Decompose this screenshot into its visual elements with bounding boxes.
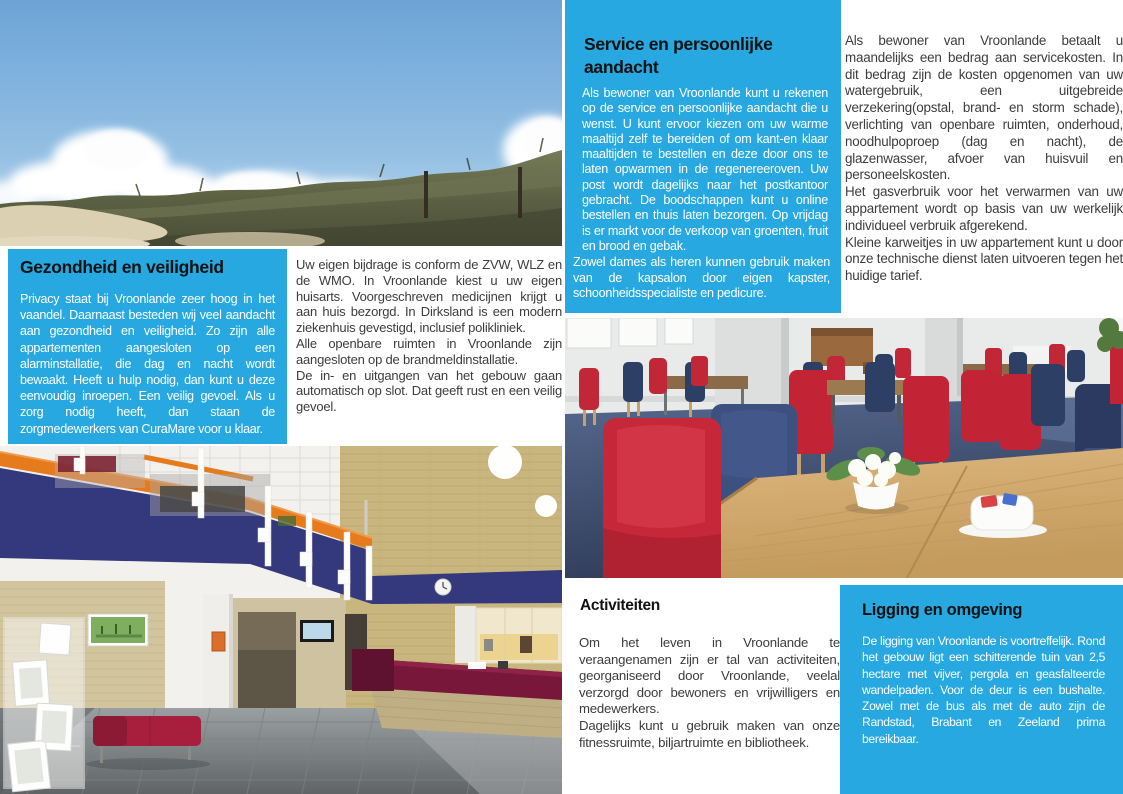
section-service [565, 0, 841, 313]
display-case [4, 618, 84, 792]
foreground-red-chair [603, 418, 721, 578]
wall-clock [435, 579, 451, 595]
white-pillar [203, 594, 233, 728]
gezondheid-paragraph: Privacy staat bij Vroonlande zeer hoog in het vaandel. Daarnaast besteden wij veel aandacht aan gezondheid en veiligheid. Zo zijn alle appartementen aangesloten op een alarminstallatie, die dag en nacht wordt bewaakt. Heeft u hulp nodig, dan kunt u deze eenvoudig inroepen. Een veilig gevoel. Als u zorg nodig heeft, dan staan de zorgmedewerkers van CuraMare voor u klaar. [20, 292, 275, 436]
lobby-photo [0, 446, 562, 794]
servicekosten-paragraph: Kleine karweitjes in uw appartement kunt u door onze technische dienst laten uitvoeren tegen het huidige tarief. [845, 234, 1123, 284]
section-ligging [840, 585, 1123, 794]
section-gezondheid [8, 249, 287, 444]
bijdrage-paragraph: Alle openbare ruimten in Vroonlande zijn aangesloten op de brandmeldinstallatie. [296, 335, 562, 367]
framed-painting [88, 614, 148, 646]
windows [567, 318, 693, 348]
ligging-title: Ligging en omgeving [862, 601, 1023, 619]
service-title: Service en persoonlijke aandacht [584, 34, 773, 77]
bijdrage-paragraph: De in- en uitgangen van het gebouw gaan automatisch op slot. Dat geeft rust en een veilig gevoel. [296, 367, 562, 415]
service-paragraph: Zowel dames als heren kunnen gebruik maken van de kapsalon door eigen kapster, schoonheidsspecialiste en pedicure. [573, 255, 830, 300]
activiteiten-paragraph: Om het leven in Vroonlande te veraangenamen zijn er tal van activiteiten, georganiseerd door Vroonlande, veelal verzorgd door bewoners en vrijwilligers en medewerkers. [579, 635, 840, 717]
service-paragraph: Als bewoner van Vroonlande kunt u rekenen op de service en persoonlijke aandacht die u wenst. U kunt ervoor kiezen om uw warme maaltijd zelf te bereiden of om kant-en klaar maaltijden te bestellen en deze door ons te laten opwarmen in de regenereeroven. Uw post wordt dagelijks naar het postkantoor gebracht. De boodschappen kunt u online bestellen en thuis laten bezorgen. Op vrijdag is er markt voor de verkoop van groenten, fruit en brood en gebak. [582, 86, 828, 253]
red-bench [86, 716, 210, 770]
bijdrage-paragraph: Uw eigen bijdrage is conform de ZVW, WLZ en de WMO. In Vroonlande kiest u uw eigen huisarts. Voorgeschreven medicijnen krijgt u aan huis bezorgd. In Dirksland is een modern ziekenhuis gevestigd, inclusief polikliniek. [296, 257, 562, 336]
servicekosten-paragraph: Het gasverbruik voor het verwarmen van uw appartement wordt op basis van uw werkelijk individueel verbruik afgerekend. [845, 184, 1123, 233]
dining-room-photo [565, 318, 1123, 578]
section-activiteiten [579, 590, 840, 751]
section-bijdrage [296, 249, 562, 415]
back-office-window [455, 606, 562, 663]
activiteiten-title: Activiteiten [580, 597, 660, 614]
activiteiten-paragraph: Dagelijks kunt u gebruik maken van onze fitnessruimte, biljartruimte en bibliotheek. [579, 717, 840, 750]
servicekosten-paragraph: Als bewoner van Vroonlande betaalt u maandelijks een bedrag aan servicekosten. In dit bedrag zijn de kosten opgenomen van uw watergebruik, een uitgebreide verzekering(opstal, brand- en storm schade), verlichting van openbare ruimten, onderhoud, noodhulpoproep (dag en nacht), de glazenwasser, afvoer van huisvuil en personeelskosten. [845, 33, 1123, 183]
ligging-paragraph: De ligging van Vroonlande is voortreffelijk. Rond het gebouw ligt een schitterende tuin van 2,5 hectare met vijver, pergola en geasfalteerde wandelpaden. Voor de deur is een bushalte. Zowel met de bus als met de auto zijn de Randstad, Brabant en Zeeland prima bereikbaar. [862, 634, 1105, 746]
section-servicekosten [845, 0, 1123, 285]
dunes-photo [0, 0, 562, 246]
gezondheid-title: Gezondheid en veiligheid [20, 257, 224, 277]
